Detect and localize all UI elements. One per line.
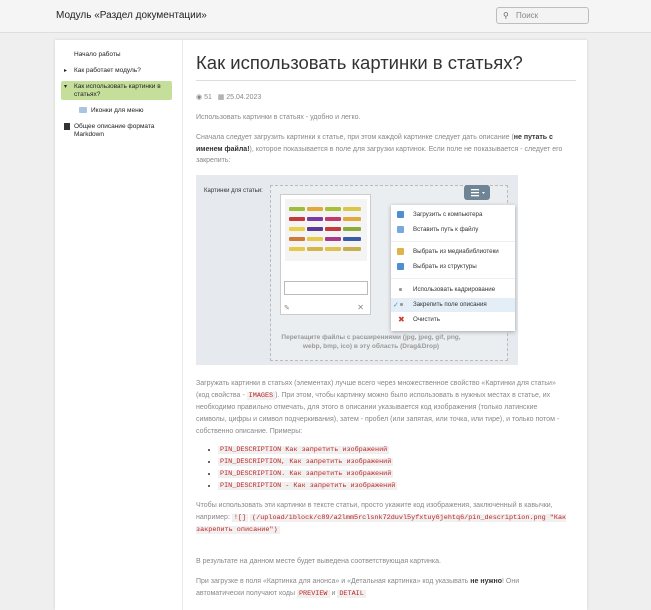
content-card (55, 40, 587, 610)
media-icon (397, 248, 404, 255)
folder-icon (79, 107, 87, 113)
sidebar (55, 40, 183, 610)
link-icon (397, 226, 404, 233)
view-count: 51 (204, 94, 212, 101)
chevron-right-icon: ▸ (64, 68, 68, 74)
sidebar-item-how-works[interactable]: ▸ Как работает модуль? (64, 67, 141, 74)
publish-date: 25.04.2023 (226, 94, 262, 101)
description-field[interactable] (284, 281, 368, 295)
tree-icon (397, 263, 404, 270)
paragraph-4: В результате на данном месте будет выведена соответствующая картинка. (196, 558, 441, 565)
clear-icon: ✖ (398, 315, 405, 324)
menu-item-structure[interactable]: Выбрать из структуры (391, 260, 515, 274)
intro-text: Использовать картинки в статьях - удобно и легко. (196, 114, 361, 121)
upload-icon (397, 211, 404, 218)
search-input[interactable] (496, 7, 589, 24)
menu-button[interactable] (464, 185, 490, 200)
paragraph-3: Чтобы использовать эти картинки в тексте статьи, просто укажите код изображения, заключенный в кавычки, например: ![] (/upload/iblock/c89/a2lmm5rclsnk72duvl5yfxtuy6jehtq6/pin_description.png "Как закрепить описание") (196, 502, 567, 535)
document-icon (64, 123, 74, 132)
menu-item-pin-description[interactable]: ✓ Закрепить поле описания (391, 298, 515, 312)
paragraph-2: Загружать картинки в статьях (элементах) лучше всего через множественное свойство «Картинки для статьи» (код свойства - IMAGES ). При этом, чтобы картинку можно было использовать в нужных местах в статье, их необходимо правильно отмечать, для этого в описании указывается код изображения (только латинские символы, цифры и символ подчеркивания), затем - пробел (или запятая, или точка, или тире), и только потом - собственно описание. Примеры: (196, 380, 560, 435)
paragraph-5: При загрузке в поля «Картинка для анонса» и «Детальная картинка» код указывать не нужно! Они автоматически получают коды PREVIEW и DETAIL (196, 578, 520, 598)
sidebar-item-start[interactable]: Начало работы (74, 51, 121, 58)
site-title[interactable]: Модуль «Раздел документации» (56, 10, 207, 21)
menu-item-path[interactable]: Вставить путь к файлу (391, 223, 515, 237)
thumbnail-picture (285, 199, 367, 261)
eye-icon: ◉ (196, 94, 203, 101)
paragraph-1: Сначала следует загрузить картинки к статье, при этом каждой картинке следует дать описание (не путать с именем файла!), которое показывается в поле для загрузки картинок. Если поле не показывается - следует его закрепить: (196, 134, 563, 165)
pencil-icon[interactable]: ✎ (284, 305, 290, 312)
crop-icon (399, 288, 402, 291)
article-meta (196, 93, 261, 101)
search-placeholder: Поиск (516, 11, 539, 20)
chevron-down-icon: ▾ (64, 84, 68, 90)
menu-item-crop[interactable]: Использовать кадрирование (391, 283, 515, 297)
page-title: Как использовать картинки в статьях? (196, 52, 523, 73)
checkmark-icon: ✓ (393, 302, 399, 309)
image-thumbnail[interactable] (280, 194, 371, 315)
search-icon: ⚲ (503, 11, 509, 20)
top-header (0, 0, 651, 33)
list-item: • PIN_DESCRIPTION, Как запретить изображений (218, 456, 397, 468)
divider (196, 80, 576, 81)
drop-hint: Перетащите файлы с расширениями (jpg, jpeg, gif, png, webp, bmp, ico) в эту область (Drag&Drop) (281, 334, 461, 350)
sidebar-item-markdown[interactable]: Общее описание формата Markdown (61, 123, 172, 139)
list-item: • PIN_DESCRIPTION Как запретить изображений (218, 444, 397, 456)
menu-item-clear[interactable]: ✖ Очистить (398, 315, 440, 324)
list-item: • PIN_DESCRIPTION. Как запретить изображений (218, 468, 397, 480)
dropdown-menu (391, 205, 515, 331)
menu-item-upload[interactable]: Загрузить с компьютера (391, 208, 515, 222)
close-icon[interactable]: ✕ (357, 303, 364, 312)
code-examples (218, 444, 397, 492)
pin-icon (400, 303, 403, 306)
sidebar-item-menu-icons[interactable]: Иконки для меню (79, 107, 169, 115)
list-item: • PIN_DESCRIPTION - Как запретить изображений (218, 480, 397, 492)
field-label: Картинки для статьи: (204, 188, 263, 194)
menu-item-medialib[interactable]: Выбрать из медиабиблиотеки (391, 245, 515, 259)
sidebar-item-images[interactable]: ▾ Как использовать картинки в статьях? (61, 81, 172, 100)
calendar-icon: ▦ (217, 94, 225, 101)
example-screenshot (196, 175, 518, 365)
